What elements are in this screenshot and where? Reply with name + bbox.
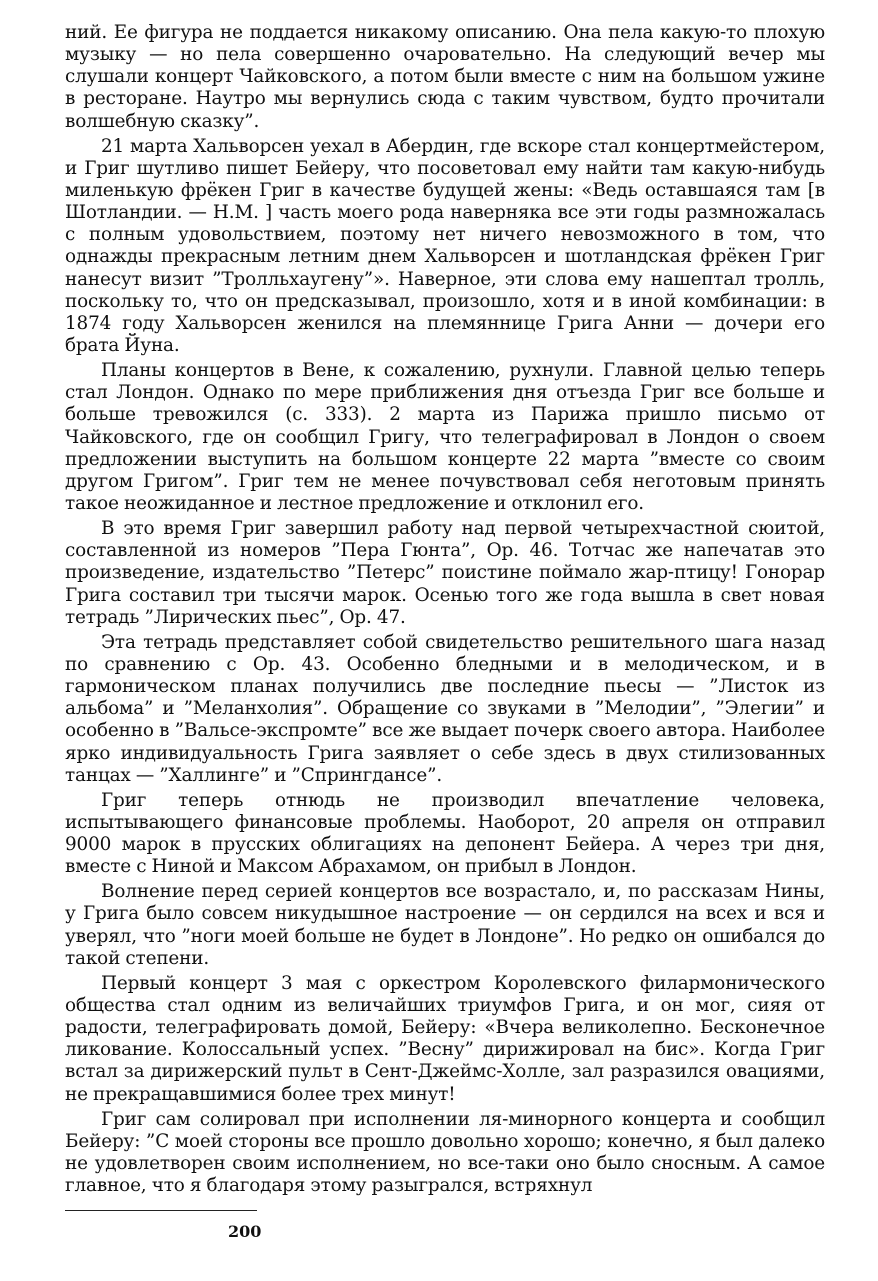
paragraph-6: Григ теперь отнюдь не производил впечатление человека, испытывающего финансовые проблемы. Наоборот, 20 апреля он отправил 9000 марок в прусских облигациях на депонент Бейера. А через три дня, вместе с Ниной и Максом Абрахамом, он прибыл в Лондон.	[65, 789, 825, 878]
page-body	[65, 22, 825, 1197]
paragraph-1: ний. Ее фигура не поддается никакому описанию. Она пела какую-то плохую музыку — но пела совершенно очаровательно. На следующий вечер мы слушали концерт Чайковского, а потом были вместе с ним на большом ужине в ресторане. Наутро мы вернулись сюда с таким чувством, будто прочитали волшебную сказку”.	[65, 22, 825, 132]
paragraph-8: Первый концерт 3 мая с оркестром Королевского филармонического общества стал одним из величайших триумфов Грига, и он мог, сияя от радости, телеграфировать домой, Бейеру: «Вчера великолепно. Бесконечное ликование. Колоссальный успех. ”Весну” дирижировал на бис». Когда Григ встал за дирижерский пульт в Сент-Джеймс-Холле, зал разразился овациями, не прекращавшимися более трех минут!	[65, 972, 825, 1105]
paragraph-5: Эта тетрадь представляет собой свидетельство решительного шага назад по сравнению с Ор. 43. Особенно бледными и в мелодическом, и в гармоническом планах получились две последние пьесы — ”Листок из альбома” и ”Меланхолия”. Обращение со звуками в ”Мелодии”, ”Элегии” и особенно в ”Вальсе-экспромте” все же выдает почерк своего автора. Наиболее ярко индивидуальность Грига заявляет о себе здесь в двух стилизованных танцах — ”Халлинге” и ”Спрингдансе”.	[65, 631, 825, 786]
paragraph-7: Волнение перед серией концертов все возрастало, и, по рассказам Нины, у Грига было совсем никудышное настроение — он сердился на всех и вся и уверял, что ”ноги моей больше не будет в Лондоне”. Но редко он ошибался до такой степени.	[65, 881, 825, 969]
paragraph-3: Планы концертов в Вене, к сожалению, рухнули. Главной целью теперь стал Лондон. Однако по мере приближения дня отъезда Григ все больше и больше тревожился (с. 333). 2 марта из Парижа пришло письмо от Чайковского, где он сообщил Григу, что телеграфировал в Лондон о своем предложении выступить на большом концерте 22 марта ”вместе со своим другом Григом”. Григ тем не менее почувствовал себя неготовым принять такое неожиданное и лестное предложение и отклонил его.	[65, 360, 825, 515]
footnote-divider	[65, 1210, 257, 1211]
paragraph-4: В это время Григ завершил работу над первой четырехчастной сюитой, составленной из номеров ”Пера Гюнта”, Ор. 46. Тотчас же напечатав это произведение, издательство ”Петерс” поистине поймало жар-птицу! Гонорар Грига составил три тысячи марок. Осенью того же года вышла в свет новая тетрадь ”Лирических пьес”, Ор. 47.	[65, 518, 825, 628]
paragraph-9: Григ сам солировал при исполнении ля-минорного концерта и сообщил Бейеру: ”С моей стороны все прошло довольно хорошо; конечно, я был далеко не удовлетворен своим исполнением, но все-таки оно было сносным. А самое главное, что я благодаря этому разыгрался, встряхнул	[65, 1108, 825, 1197]
paragraph-2: 21 марта Хальворсен уехал в Абердин, где вскоре стал концертмейстером, и Григ шутливо пишет Бейеру, что посоветовал ему найти там какую-нибудь миленькую фрёкен Григ в качестве будущей жены: «Ведь оставшаяся там [в Шотландии. — Н.М. ] часть моего рода наверняка все эти годы размножалась с полным удовольствием, поэтому нет ничего невозможного в том, что однажды прекрасным летним днем Хальворсен и шотландская фрёкен Григ нанесут визит ”Тролльхаугену”». Наверное, эти слова ему нашептал тролль, поскольку то, что он предсказывал, произошло, хотя и в иной комбинации: в 1874 году Хальворсен женился на племяннице Грига Анни — дочери его брата Йуна.	[65, 135, 825, 357]
page-number: 200	[228, 1222, 262, 1241]
